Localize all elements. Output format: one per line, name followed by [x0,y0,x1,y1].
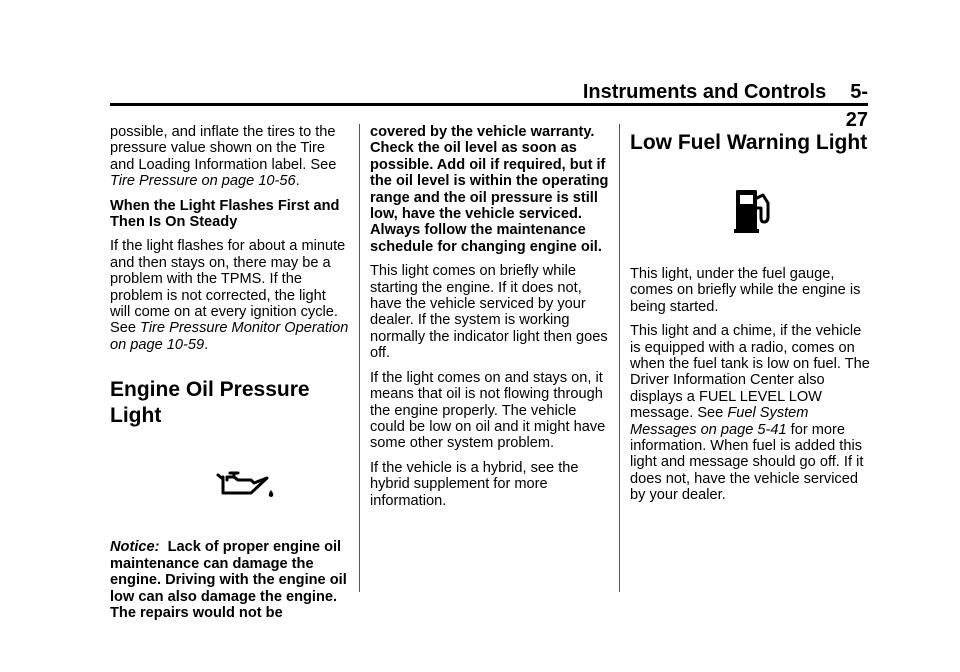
column-2 [370,124,610,517]
column-divider-2 [619,124,620,592]
subheading: When the Light Flashes First and Then Is On Steady [110,197,340,231]
column-3 [630,124,870,512]
paragraph: This light, under the fuel gauge, comes on briefly while the engine is being started. [630,266,861,315]
section-title: Instruments and Controls [582,81,827,103]
section-heading: Engine Oil Pressure Light [110,378,310,428]
paragraph: This light and a chime, if the vehicle is equipped with a radio, comes on when the fuel tank is low on fuel. The Driver Information Center also displays a FUEL LEVEL LOW message. See Fuel System Messages on page 5-41 for more information. When fuel is added this light and message should go off. If it does not, have the vehicle serviced by your dealer. [630,323,870,504]
fuel-pump-icon [733,187,773,235]
paragraph: If the light comes on and stays on, it means that oil is not flowing through the engine properly. The vehicle could be low on oil and it might have some other system problem. [370,369,606,452]
notice: Notice: Lack of proper engine oil maintenance can damage the engine. Driving with the engine oil low can also damage the engine. The repairs would not be [110,539,347,621]
notice-continued: covered by the vehicle warranty. Check the oil level as soon as possible. Add oil if required, but if the oil level is within the operating range and the oil pressure is still low, have the vehicle serviced. Always follow the maintenance schedule for changing engine oil. [370,124,609,255]
oil-icon-container [110,429,350,539]
fuel-icon-container [630,156,870,266]
paragraph: If the vehicle is a hybrid, see the hybrid supplement for more information. [370,459,579,509]
paragraph: This light comes on briefly while starting the engine. If it does not, have the vehicle serviced by your dealer. If the system is working normally the indicator light then goes off. [370,263,608,362]
oil-can-icon [215,467,275,501]
page-number: 5-27 [845,81,868,131]
cross-reference-link[interactable]: Fuel System Messages on page 5-41 [630,405,809,438]
cross-reference-link[interactable]: Tire Pressure Monitor Operation on page 10-59 [110,320,349,353]
paragraph: possible, and inflate the tires to the pressure value shown on the Tire and Loading Information label. See Tire Pressure on page 10-56. [110,124,337,190]
column-1 [110,124,350,629]
paragraph: If the light flashes for about a minute and then stays on, there may be a problem with the TPMS. If the problem is not corrected, the light will come on at every ignition cycle. See Tire Pressure Monitor Operation on page 10-59. [110,238,349,353]
notice-label: Notice: [110,539,160,556]
column-divider-1 [359,124,360,592]
section-heading: Low Fuel Warning Light [630,131,868,154]
header-rule [110,103,868,106]
cross-reference-link[interactable]: Tire Pressure on page 10-56 [110,173,296,190]
